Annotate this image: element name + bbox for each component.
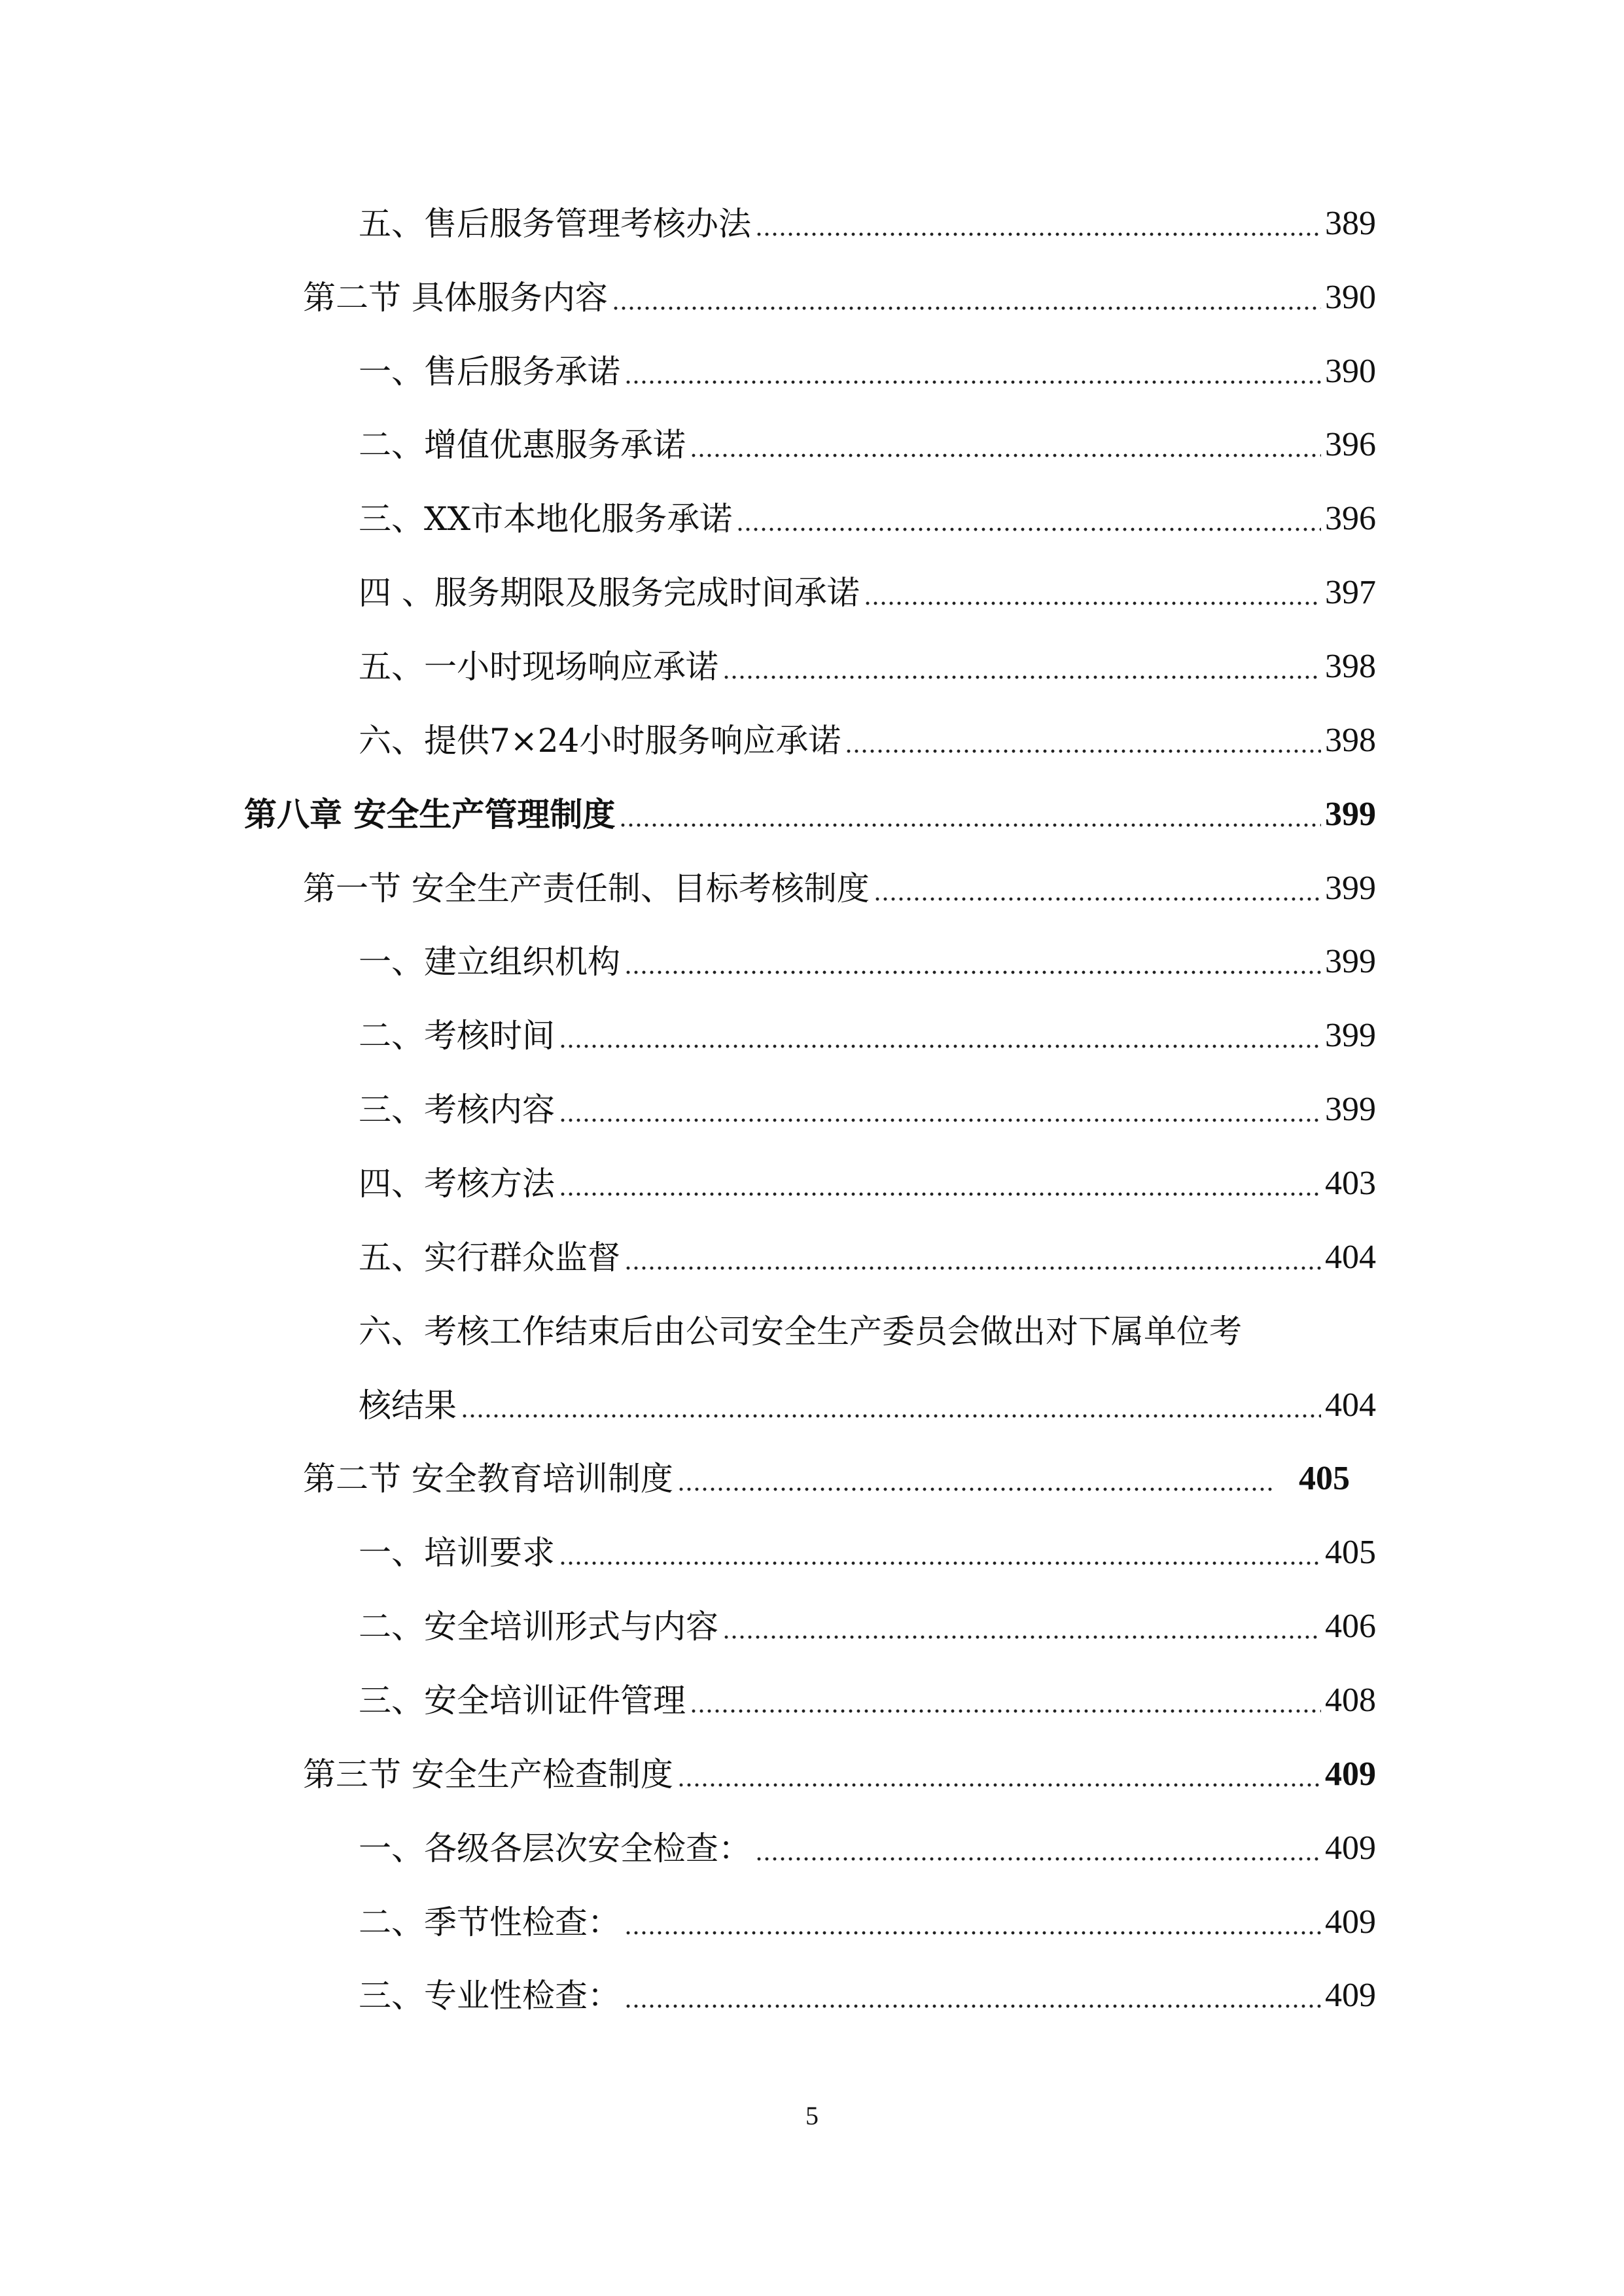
toc-dot-leader	[559, 1118, 1321, 1123]
toc-entry-title: 四 、服务期限及服务完成时间承诺	[359, 574, 860, 612]
toc-entry[interactable]	[359, 567, 1376, 619]
toc-entry-title: 第二节 具体服务内容	[303, 279, 608, 317]
toc-dot-leader	[612, 306, 1321, 311]
toc-entry[interactable]	[359, 1527, 1376, 1579]
toc-dot-leader	[845, 749, 1321, 754]
toc-entry-page: 390	[1325, 353, 1376, 390]
toc-entry-title: 三、XX市本地化服务承诺	[359, 500, 733, 538]
toc-dot-leader	[736, 527, 1321, 532]
toc-entry[interactable]	[359, 1969, 1376, 2022]
toc-entry-page: 409	[1325, 1977, 1376, 2014]
toc-entry-title: 三、考核内容	[359, 1091, 555, 1129]
toc-entry-title: 二、考核时间	[359, 1017, 555, 1055]
toc-entry-page: 397	[1325, 574, 1376, 611]
toc-dot-leader	[864, 601, 1321, 606]
toc-entry-title: 二、安全培训形式与内容	[359, 1608, 718, 1646]
toc-entry-page: 398	[1325, 648, 1376, 685]
toc-entry-title: 五、实行群众监督	[359, 1239, 620, 1277]
toc-dot-leader	[690, 1708, 1321, 1714]
toc-entry-page: 390	[1325, 279, 1376, 316]
toc-entry[interactable]	[359, 1822, 1376, 1875]
toc-entry-title: 一、各级各层次安全检查：	[359, 1829, 751, 1867]
toc-entry[interactable]	[359, 1231, 1376, 1284]
toc-entry-page: 399	[1325, 943, 1376, 980]
toc-dot-leader	[619, 822, 1321, 828]
toc-dot-leader	[722, 1634, 1321, 1640]
toc-chapter-title: 第八章 安全生产管理制度	[244, 796, 616, 834]
toc-entry-page: 409	[1325, 1829, 1376, 1867]
toc-entry-page: 403	[1325, 1165, 1376, 1202]
toc-entry[interactable]	[359, 1157, 1376, 1210]
toc-entry-title: 一、售后服务承诺	[359, 353, 620, 391]
toc-entry-page: 399	[1325, 796, 1376, 833]
toc-dot-leader	[755, 1856, 1321, 1862]
toc-dot-leader	[624, 380, 1321, 385]
toc-dot-leader	[677, 1782, 1321, 1788]
toc-entry-title: 五、一小时现场响应承诺	[359, 648, 718, 686]
toc-dot-leader	[559, 1192, 1321, 1197]
toc-dot-leader	[461, 1413, 1321, 1419]
toc-entry-page: 396	[1325, 426, 1376, 463]
toc-dot-leader	[624, 1265, 1321, 1271]
toc-dot-leader	[874, 896, 1321, 902]
toc-dot-leader	[722, 675, 1321, 680]
toc-entry-page: 409	[1325, 1756, 1376, 1793]
toc-entry-title: 五、售后服务管理考核办法	[359, 205, 751, 243]
toc-entry[interactable]	[359, 715, 1376, 767]
toc-dot-leader	[624, 970, 1321, 975]
toc-entry[interactable]	[359, 493, 1376, 545]
toc-entry-page: 406	[1325, 1608, 1376, 1645]
toc-entry-title: 二、季节性检查：	[359, 1903, 620, 1941]
toc-entry[interactable]	[359, 1896, 1376, 1949]
toc-entry-page: 399	[1325, 1017, 1376, 1054]
toc-dot-leader	[755, 232, 1321, 237]
toc-entry-title: 第一节 安全生产责任制、目标考核制度	[303, 870, 870, 908]
toc-dot-leader	[677, 1487, 1273, 1492]
toc-chapter-entry[interactable]	[244, 788, 1376, 841]
toc-entry-title: 四、考核方法	[359, 1165, 555, 1203]
toc-entry[interactable]	[359, 641, 1376, 693]
toc-entry-title-line1[interactable]: 六、考核工作结束后由公司安全生产委员会做出对下属单位考	[359, 1313, 1242, 1351]
toc-entry[interactable]	[359, 419, 1376, 471]
toc-dot-leader	[559, 1044, 1321, 1049]
toc-entry-title: 三、安全培训证件管理	[359, 1682, 686, 1720]
toc-entry[interactable]	[359, 198, 1376, 250]
toc-entry-title: 六、提供7×24小时服务响应承诺	[359, 722, 841, 760]
toc-entry-title: 第二节 安全教育培训制度	[303, 1460, 673, 1498]
toc-entry-page: 404	[1325, 1239, 1376, 1276]
toc-entry[interactable]	[303, 1748, 1376, 1801]
toc-entry-title: 第三节 安全生产检查制度	[303, 1756, 673, 1793]
toc-entry-title: 三、专业性检查：	[359, 1977, 620, 2015]
toc-entry-title: 一、培训要求	[359, 1534, 555, 1572]
toc-entry[interactable]	[359, 1600, 1376, 1653]
toc-entry-page: 408	[1325, 1682, 1376, 1719]
toc-entry-page: 396	[1325, 500, 1376, 537]
toc-entry-page: 389	[1325, 205, 1376, 242]
toc-entry[interactable]	[303, 1453, 1350, 1505]
toc-entry[interactable]	[359, 936, 1376, 988]
toc-entry[interactable]	[359, 345, 1376, 398]
toc-entry[interactable]	[303, 862, 1376, 915]
toc-entry-page: 404	[1325, 1386, 1376, 1424]
toc-entry-title-line2: 核结果	[359, 1386, 457, 1424]
toc-dot-leader	[624, 2004, 1321, 2009]
toc-dot-leader	[559, 1561, 1321, 1566]
toc-entry-page: 398	[1325, 722, 1376, 759]
toc-entry-page: 409	[1325, 1903, 1376, 1941]
toc-entry[interactable]	[359, 1379, 1376, 1432]
toc-entry[interactable]	[359, 1674, 1376, 1727]
toc-entry-page: 405	[1325, 1534, 1376, 1571]
page-number: 5	[805, 2101, 819, 2130]
toc-entry-title: 二、增值优惠服务承诺	[359, 426, 686, 464]
toc-dot-leader	[690, 453, 1321, 458]
toc-entry-page: 399	[1325, 1091, 1376, 1128]
toc-entry-page: 405	[1299, 1460, 1350, 1497]
toc-entry-page: 399	[1325, 870, 1376, 907]
toc-entry[interactable]	[359, 1084, 1376, 1136]
toc-entry[interactable]	[359, 1010, 1376, 1062]
toc-entry[interactable]	[303, 272, 1376, 324]
toc-dot-leader	[624, 1930, 1321, 1935]
toc-entry-title: 一、建立组织机构	[359, 943, 620, 981]
